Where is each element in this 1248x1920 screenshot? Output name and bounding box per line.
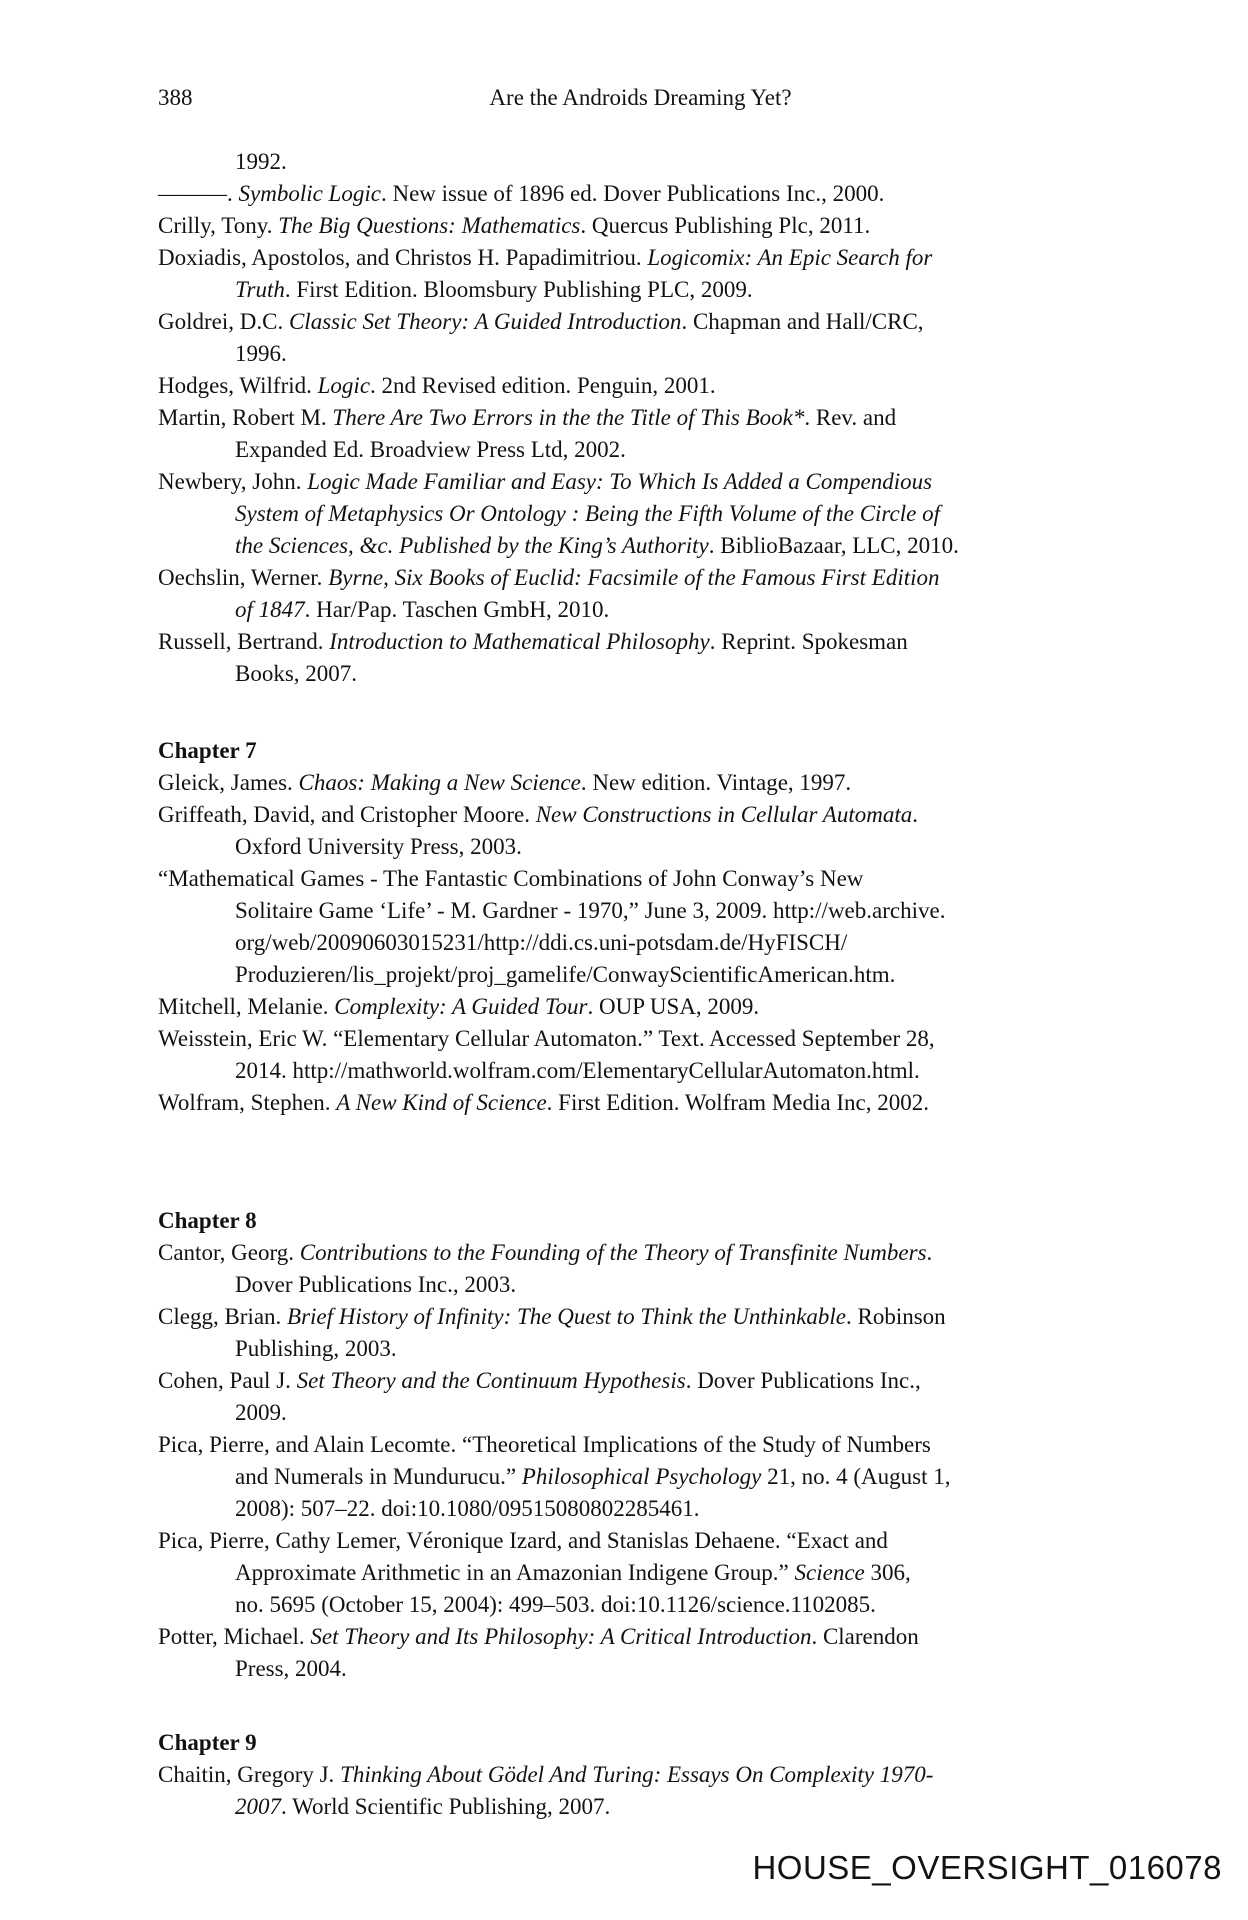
text-segment: Approximate Arithmetic in an Amazonian Indigene Group.” bbox=[235, 1560, 795, 1585]
title-segment: Logic Made Familiar and Easy: To Which Is Added a Compendious bbox=[307, 469, 933, 494]
title-segment: Science bbox=[794, 1560, 865, 1585]
bibliography-line bbox=[158, 1461, 1168, 1493]
bibliography-line bbox=[158, 626, 1168, 658]
text-segment: Hodges, Wilfrid. bbox=[158, 373, 318, 398]
text-segment: . 2nd Revised edition. Penguin, 2001. bbox=[370, 373, 716, 398]
title-segment: There Are Two Errors in the the Title of This Book* bbox=[332, 405, 805, 430]
text-segment: Oxford University Press, 2003. bbox=[235, 834, 522, 859]
text-segment: Clegg, Brian. bbox=[158, 1304, 288, 1329]
text-segment: Gleick, James. bbox=[158, 770, 299, 795]
text-segment: . bbox=[912, 802, 918, 827]
title-segment: Set Theory and the Continuum Hypothesis bbox=[296, 1368, 686, 1393]
text-segment: Expanded Ed. Broadview Press Ltd, 2002. bbox=[235, 437, 626, 462]
title-segment: A New Kind of Science bbox=[336, 1090, 547, 1115]
bibliography-line bbox=[158, 1269, 1168, 1301]
text-segment: Potter, Michael. bbox=[158, 1624, 311, 1649]
bibliography-line bbox=[158, 1557, 1168, 1589]
text-segment: no. 5695 (October 15, 2004): 499–503. doi:10.1126/science.1102085. bbox=[235, 1592, 876, 1617]
text-segment: 1996. bbox=[235, 341, 287, 366]
text-segment: . Robinson bbox=[846, 1304, 946, 1329]
bibliography-line bbox=[158, 530, 1168, 562]
bibliography-line bbox=[158, 338, 1168, 370]
text-segment: . Quercus Publishing Plc, 2011. bbox=[580, 213, 871, 238]
title-segment: Thinking About Gödel And Turing: Essays On Complexity 1970- bbox=[340, 1762, 934, 1787]
bibliography-line bbox=[158, 863, 1168, 895]
text-segment: 2009. bbox=[235, 1400, 287, 1425]
bibliography-line bbox=[158, 831, 1168, 863]
title-segment: Brief History of Infinity: The Quest to Think the Unthinkable bbox=[287, 1304, 846, 1329]
title-segment: Truth bbox=[235, 277, 285, 302]
chapter-heading: Chapter 7 bbox=[158, 738, 257, 763]
text-segment: Weisstein, Eric W. “Elementary Cellular Automaton.” Text. Accessed September 28, bbox=[158, 1026, 935, 1051]
text-segment: . World Scientific Publishing, 2007. bbox=[281, 1794, 611, 1819]
title-segment: Complexity: A Guided Tour bbox=[334, 994, 588, 1019]
bibliography-line bbox=[158, 594, 1168, 626]
text-segment: . First Edition. Wolfram Media Inc, 2002. bbox=[546, 1090, 929, 1115]
text-segment: “Mathematical Games - The Fantastic Combinations of John Conway’s New bbox=[158, 866, 864, 891]
title-segment: The Big Questions: Mathematics bbox=[278, 213, 581, 238]
text-segment: 306, bbox=[864, 1560, 911, 1585]
bibliography-line bbox=[158, 466, 1168, 498]
bibliography-line bbox=[158, 1589, 1168, 1621]
bibliography-line bbox=[158, 991, 1168, 1023]
text-segment: . bbox=[926, 1240, 933, 1265]
bibliography-line bbox=[158, 1621, 1168, 1653]
bibliography-section bbox=[158, 1727, 1168, 1823]
title-segment: Logic bbox=[317, 373, 371, 398]
title-segment: New Constructions in Cellular Automata bbox=[535, 802, 913, 827]
text-segment: 2008): 507–22. doi:10.1080/09515080802285461. bbox=[235, 1496, 700, 1521]
text-segment: 2014. http://mathworld.wolfram.com/ElementaryCellularAutomaton.html. bbox=[235, 1058, 920, 1083]
text-segment: Oechslin, Werner. bbox=[158, 565, 329, 590]
text-segment: Books, 2007. bbox=[235, 661, 358, 686]
bibliography-line bbox=[158, 1301, 1168, 1333]
bibliography-line bbox=[158, 178, 1168, 210]
bibliography-section bbox=[158, 1205, 1168, 1685]
bibliography-line bbox=[158, 1493, 1168, 1525]
bibliography-line bbox=[158, 658, 1168, 690]
text-segment: . Reprint. Spokesman bbox=[709, 629, 908, 654]
bibliography-line bbox=[158, 402, 1168, 434]
title-segment: Contributions to the Founding of the Theory of Transfinite Numbers bbox=[299, 1240, 927, 1265]
text-segment: Doxiadis, Apostolos, and Christos H. Papadimitriou. bbox=[158, 245, 648, 270]
text-segment: Chaitin, Gregory J. bbox=[158, 1762, 341, 1787]
text-segment: Crilly, Tony. bbox=[158, 213, 279, 238]
text-segment: and Numerals in Mundurucu.” bbox=[235, 1464, 522, 1489]
text-segment: 21, no. 4 (August 1, bbox=[761, 1464, 951, 1489]
bibliography-line bbox=[158, 959, 1168, 991]
text-segment: Wolfram, Stephen. bbox=[158, 1090, 337, 1115]
bibliography-line bbox=[158, 1055, 1168, 1087]
bibliography-line bbox=[158, 799, 1168, 831]
title-segment: Logicomix: An Epic Search for bbox=[647, 245, 933, 270]
text-segment: Cohen, Paul J. bbox=[158, 1368, 297, 1393]
title-segment: Chaos: Making a New Science bbox=[298, 770, 581, 795]
text-segment: Mitchell, Melanie. bbox=[158, 994, 335, 1019]
bibliography-section bbox=[158, 146, 1168, 690]
text-segment: Publishing, 2003. bbox=[235, 1336, 397, 1361]
text-segment: . New issue of 1896 ed. Dover Publications Inc., 2000. bbox=[380, 181, 885, 206]
text-segment: . Chapman and Hall/CRC, bbox=[681, 309, 924, 334]
text-segment: org/web/20090603015231/http://ddi.cs.uni-potsdam.de/HyFISCH/ bbox=[235, 930, 848, 955]
bibliography-line bbox=[158, 498, 1168, 530]
title-segment: System of Metaphysics Or Ontology : Being the Fifth Volume of the Circle of bbox=[235, 501, 940, 526]
bibliography bbox=[158, 146, 1168, 1823]
text-segment: Goldrei, D.C. bbox=[158, 309, 289, 334]
text-segment: . Rev. and bbox=[804, 405, 897, 430]
chapter-heading: Chapter 9 bbox=[158, 1730, 257, 1755]
text-segment: 1992. bbox=[235, 149, 287, 174]
text-segment: Dover Publications Inc., 2003. bbox=[235, 1272, 517, 1297]
bibliography-line bbox=[158, 1525, 1168, 1557]
bibliography-line bbox=[158, 274, 1168, 306]
bibliography-line bbox=[158, 1397, 1168, 1429]
text-segment: . BiblioBazaar, LLC, 2010. bbox=[708, 533, 959, 558]
text-segment: . Har/Pap. Taschen GmbH, 2010. bbox=[304, 597, 610, 622]
title-segment: Philosophical Psychology bbox=[521, 1464, 762, 1489]
page-header bbox=[158, 82, 1123, 114]
bibliography-line bbox=[158, 434, 1168, 466]
bibliography-line bbox=[158, 927, 1168, 959]
text-segment: Russell, Bertrand. bbox=[158, 629, 330, 654]
text-segment: Griffeath, David, and Cristopher Moore. bbox=[158, 802, 536, 827]
bibliography-line bbox=[158, 562, 1168, 594]
page-number: 388 bbox=[158, 85, 193, 110]
bibliography-section bbox=[158, 735, 1168, 1119]
text-segment: Pica, Pierre, Cathy Lemer, Véronique Izard, and Stanislas Dehaene. “Exact and bbox=[158, 1528, 888, 1553]
text-segment: . OUP USA, 2009. bbox=[587, 994, 760, 1019]
bibliography-line bbox=[158, 370, 1168, 402]
title-segment: of 1847 bbox=[235, 597, 305, 622]
text-segment: ———. bbox=[158, 181, 239, 206]
bibliography-line bbox=[158, 895, 1168, 927]
title-segment: Set Theory and Its Philosophy: A Critical Introduction bbox=[310, 1624, 812, 1649]
bibliography-line bbox=[158, 1429, 1168, 1461]
text-segment: Press, 2004. bbox=[235, 1656, 347, 1681]
bibliography-line bbox=[158, 1087, 1168, 1119]
text-segment: Produzieren/lis_projekt/proj_gamelife/ConwayScientificAmerican.htm. bbox=[235, 962, 896, 987]
bibliography-line bbox=[158, 146, 1168, 178]
title-segment: Introduction to Mathematical Philosophy bbox=[329, 629, 710, 654]
bibliography-line bbox=[158, 1023, 1168, 1055]
bates-stamp: HOUSE_OVERSIGHT_016078 bbox=[752, 1849, 1222, 1886]
bibliography-line bbox=[158, 1237, 1168, 1269]
title-segment: the Sciences, &c. Published by the King’s Authority bbox=[235, 533, 709, 558]
text-segment: Pica, Pierre, and Alain Lecomte. “Theoretical Implications of the Study of Numbers bbox=[158, 1432, 931, 1457]
bibliography-line bbox=[158, 210, 1168, 242]
bibliography-line bbox=[158, 1653, 1168, 1685]
chapter-heading: Chapter 8 bbox=[158, 1208, 257, 1233]
text-segment: Martin, Robert M. bbox=[158, 405, 333, 430]
title-segment: 2007 bbox=[235, 1794, 281, 1819]
text-segment: . First Edition. Bloomsbury Publishing PLC, 2009. bbox=[284, 277, 753, 302]
title-segment: Classic Set Theory: A Guided Introduction bbox=[288, 309, 682, 334]
text-segment: Solitaire Game ‘Life’ - M. Gardner - 1970,” June 3, 2009. http://web.archive. bbox=[235, 898, 946, 923]
bibliography-line bbox=[158, 1759, 1168, 1791]
text-segment: Cantor, Georg. bbox=[158, 1240, 300, 1265]
running-title: Are the Androids Dreaming Yet? bbox=[489, 85, 792, 110]
bibliography-line bbox=[158, 767, 1168, 799]
bibliography-line bbox=[158, 1791, 1168, 1823]
bibliography-line bbox=[158, 1333, 1168, 1365]
title-segment: Symbolic Logic bbox=[238, 181, 381, 206]
bibliography-line bbox=[158, 1365, 1168, 1397]
text-segment: . Clarendon bbox=[811, 1624, 919, 1649]
text-segment: . Dover Publications Inc., bbox=[685, 1368, 921, 1393]
bibliography-line bbox=[158, 306, 1168, 338]
text-segment: Newbery, John. bbox=[158, 469, 308, 494]
bibliography-line bbox=[158, 242, 1168, 274]
text-segment: . New edition. Vintage, 1997. bbox=[580, 770, 852, 795]
title-segment: Byrne, Six Books of Euclid: Facsimile of the Famous First Edition bbox=[328, 565, 940, 590]
